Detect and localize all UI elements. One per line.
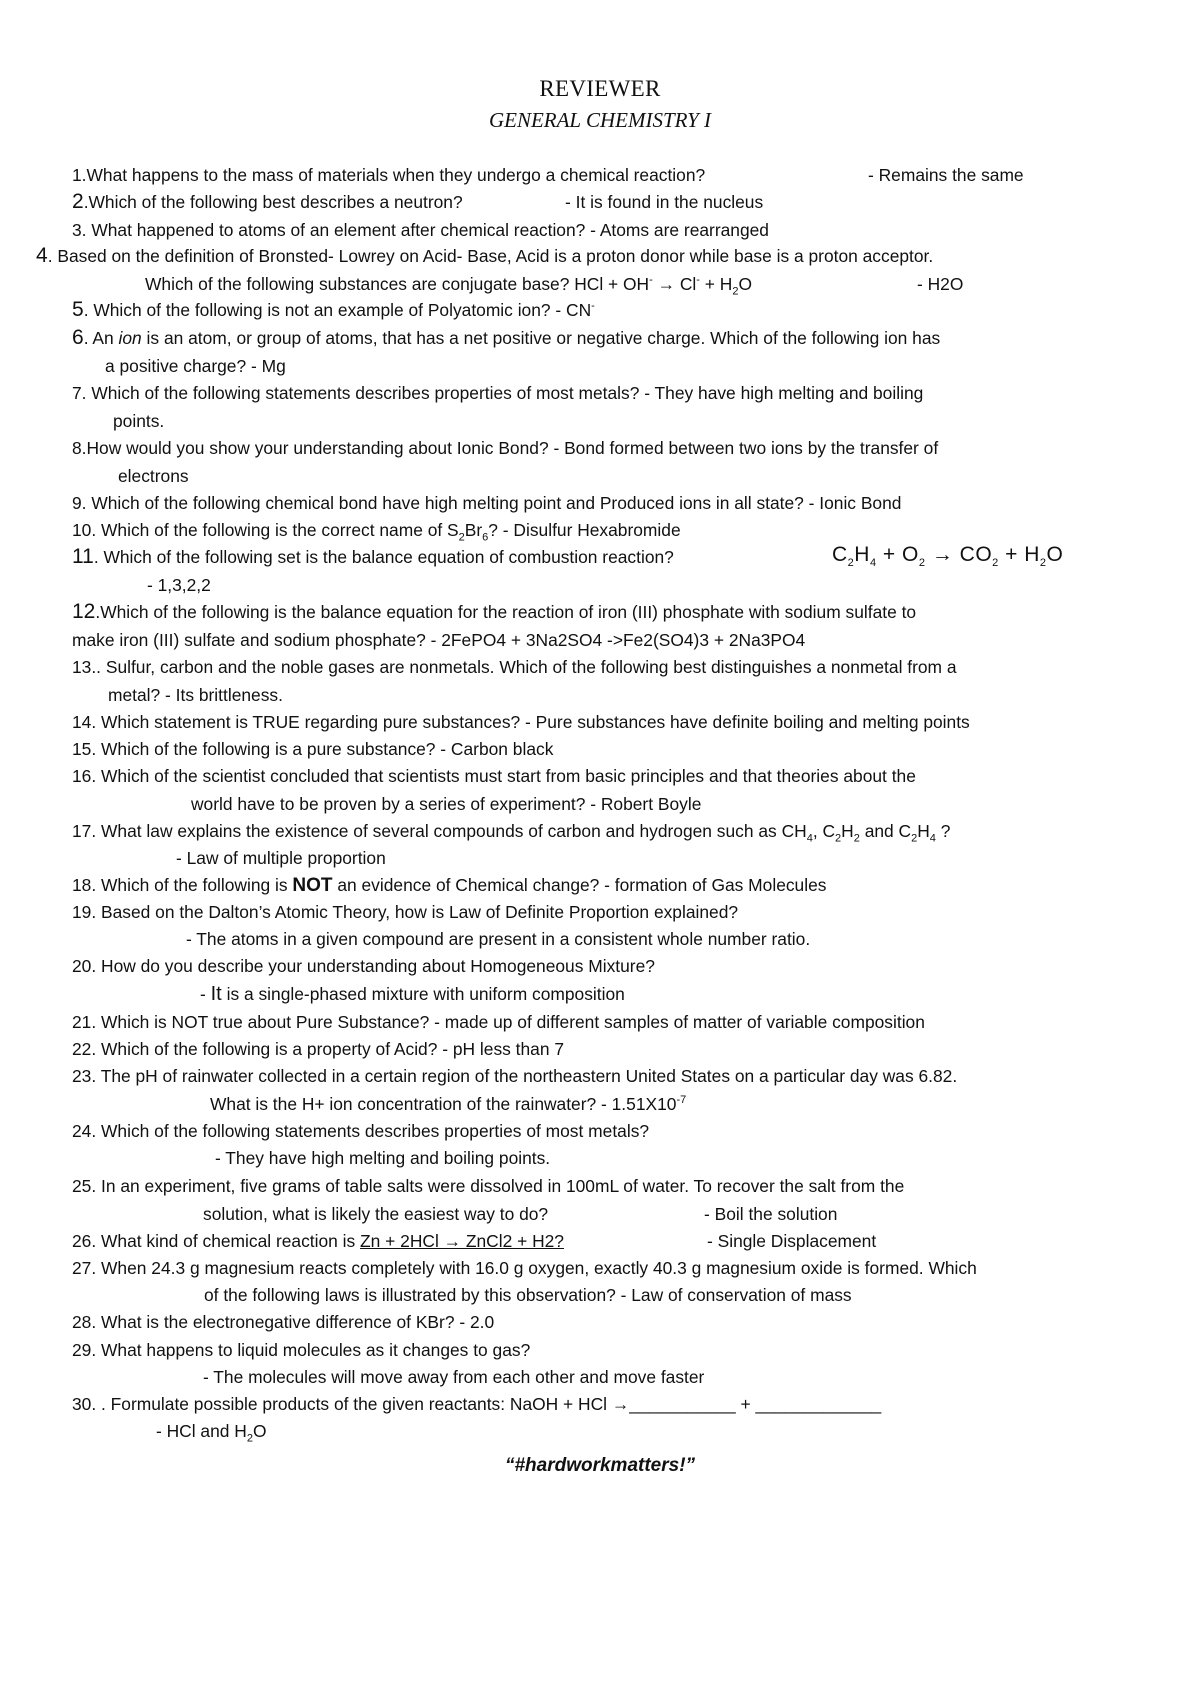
question-25-cont: solution, what is likely the easiest way to do? [203,1204,549,1224]
answer-20: - It is a single-phased mixture with uniform composition [200,983,625,1005]
page-title: REVIEWER [539,76,661,101]
question-1-text: 1.What happens to the mass of materials when they undergo a chemical reaction? [72,165,706,185]
question-6: 6. An ion is an atom, or group of atoms, that has a net positive or negative charge. Which of the following ion has [72,326,941,349]
question-16: 16. Which of the scientist concluded that scientists must start from basic principles and that theories about the [72,766,916,786]
question-3: 3. What happened to atoms of an element after chemical reaction? - Atoms are rearranged [72,220,769,240]
answer-1: - Remains the same [868,165,1024,185]
footer-motto: “#hardworkmatters!” [504,1455,696,1476]
question-21: 21. Which is NOT true about Pure Substance? - made up of different samples of matter of variable composition [72,1012,925,1032]
question-8-cont: electrons [118,466,189,486]
question-7-cont: points. [113,411,165,431]
question-24: 24. Which of the following statements describes properties of most metals? [72,1121,650,1141]
question-7: 7. Which of the following statements describes properties of most metals? - They have high melting and boiling [72,383,924,403]
question-5: 5. Which of the following is not an example of Polyatomic ion? - CN- [72,298,595,321]
answer-4: - H2O [917,274,964,294]
question-9: 9. Which of the following chemical bond have high melting point and Produced ions in all state? - Ionic Bond [72,493,902,513]
answer-2: - It is found in the nucleus [565,192,764,212]
question-19: 19. Based on the Dalton’s Atomic Theory, how is Law of Definite Proportion explained? [72,902,739,922]
answer-11: - 1,3,2,2 [147,575,211,595]
question-6-cont: a positive charge? - Mg [105,356,286,376]
question-13-cont: metal? - Its brittleness. [108,685,283,705]
question-26: 26. What kind of chemical reaction is Zn + 2HCl → ZnCl2 + H2? [72,1231,564,1251]
question-30: 30. . Formulate possible products of the given reactants: NaOH + HCl →___________ + _____________ [72,1394,882,1414]
answer-17: - Law of multiple proportion [176,848,386,868]
combustion-equation: $C_2H_4 + O_2 \to CO_2 + H_2O$ [832,543,1064,570]
question-27-cont: of the following laws is illustrated by this observation? - Law of conservation of mass [204,1285,852,1305]
question-17: 17. What law explains the existence of several compounds of carbon and hydrogen such as $CH_4$, $C_2H_2$ and $C_2H_4$ ? [72,821,951,845]
question-23-cont: What is the H+ ion concentration of the rainwater? - $1.51X10^{-7}$ [210,1094,687,1114]
question-13: 13.. Sulfur, carbon and the noble gases are nonmetals. Which of the following best distinguishes a nonmetal from a [72,657,957,677]
question-1 [72,164,705,186]
question-11: 11. Which of the following set is the balance equation of combustion reaction? [72,545,674,568]
question-12-cont: make iron (III) sulfate and sodium phosphate? - 2FePO4 + 3Na2SO4 ->Fe2(SO4)3 + 2Na3PO4 [72,630,806,650]
question-28: 28. What is the electronegative difference of KBr? - 2.0 [72,1312,495,1332]
question-12: 12.Which of the following is the balance equation for the reaction of iron (III) phosphate with sodium sulfate to [72,600,917,623]
answer-26: - Single Displacement [707,1231,877,1251]
question-8: 8.How would you show your understanding about Ionic Bond? - Bond formed between two ions by the transfer of [72,438,939,458]
question-25: 25. In an experiment, five grams of table salts were dissolved in 100mL of water. To recover the salt from the [72,1176,905,1196]
answer-24: - They have high melting and boiling points. [215,1148,551,1168]
question-14: 14. Which statement is TRUE regarding pure substances? - Pure substances have definite boiling and melting points [72,712,970,732]
question-29: 29. What happens to liquid molecules as it changes to gas? [72,1340,531,1360]
question-23: 23. The pH of rainwater collected in a certain region of the northeastern United States on a particular day was 6.82. [72,1066,958,1086]
question-20: 20. How do you describe your understanding about Homogeneous Mixture? [72,956,655,976]
page-subtitle: GENERAL CHEMISTRY I [488,108,712,132]
question-18: 18. Which of the following is NOT an evidence of Chemical change? - formation of Gas Molecules [72,875,827,896]
question-2: 2.Which of the following best describes a neutron? [72,190,463,213]
answer-19: - The atoms in a given compound are present in a consistent whole number ratio. [186,929,811,949]
question-27: 27. When 24.3 g magnesium reacts completely with 16.0 g oxygen, exactly 40.3 g magnesium oxide is formed. Which [72,1258,977,1278]
question-22: 22. Which of the following is a property of Acid? - pH less than 7 [72,1039,565,1059]
question-10: 10. Which of the following is the correct name of $S_2Br_6$? - Disulfur Hexabromide [72,520,681,544]
question-16-cont: world have to be proven by a series of experiment? - Robert Boyle [191,794,702,814]
question-15: 15. Which of the following is a pure substance? - Carbon black [72,739,554,759]
answer-30: - HCl and $H_2O$ [156,1421,267,1445]
answer-25: - Boil the solution [704,1204,838,1224]
question-4: 4. Based on the definition of Bronsted- Lowrey on Acid- Base, Acid is a proton donor while base is a proton acceptor. [36,244,934,267]
answer-29: - The molecules will move away from each other and move faster [203,1367,705,1387]
question-4-cont: Which of the following substances are conjugate base? HCl + $OH^- \to Cl^- + H_2O$ [145,274,753,298]
